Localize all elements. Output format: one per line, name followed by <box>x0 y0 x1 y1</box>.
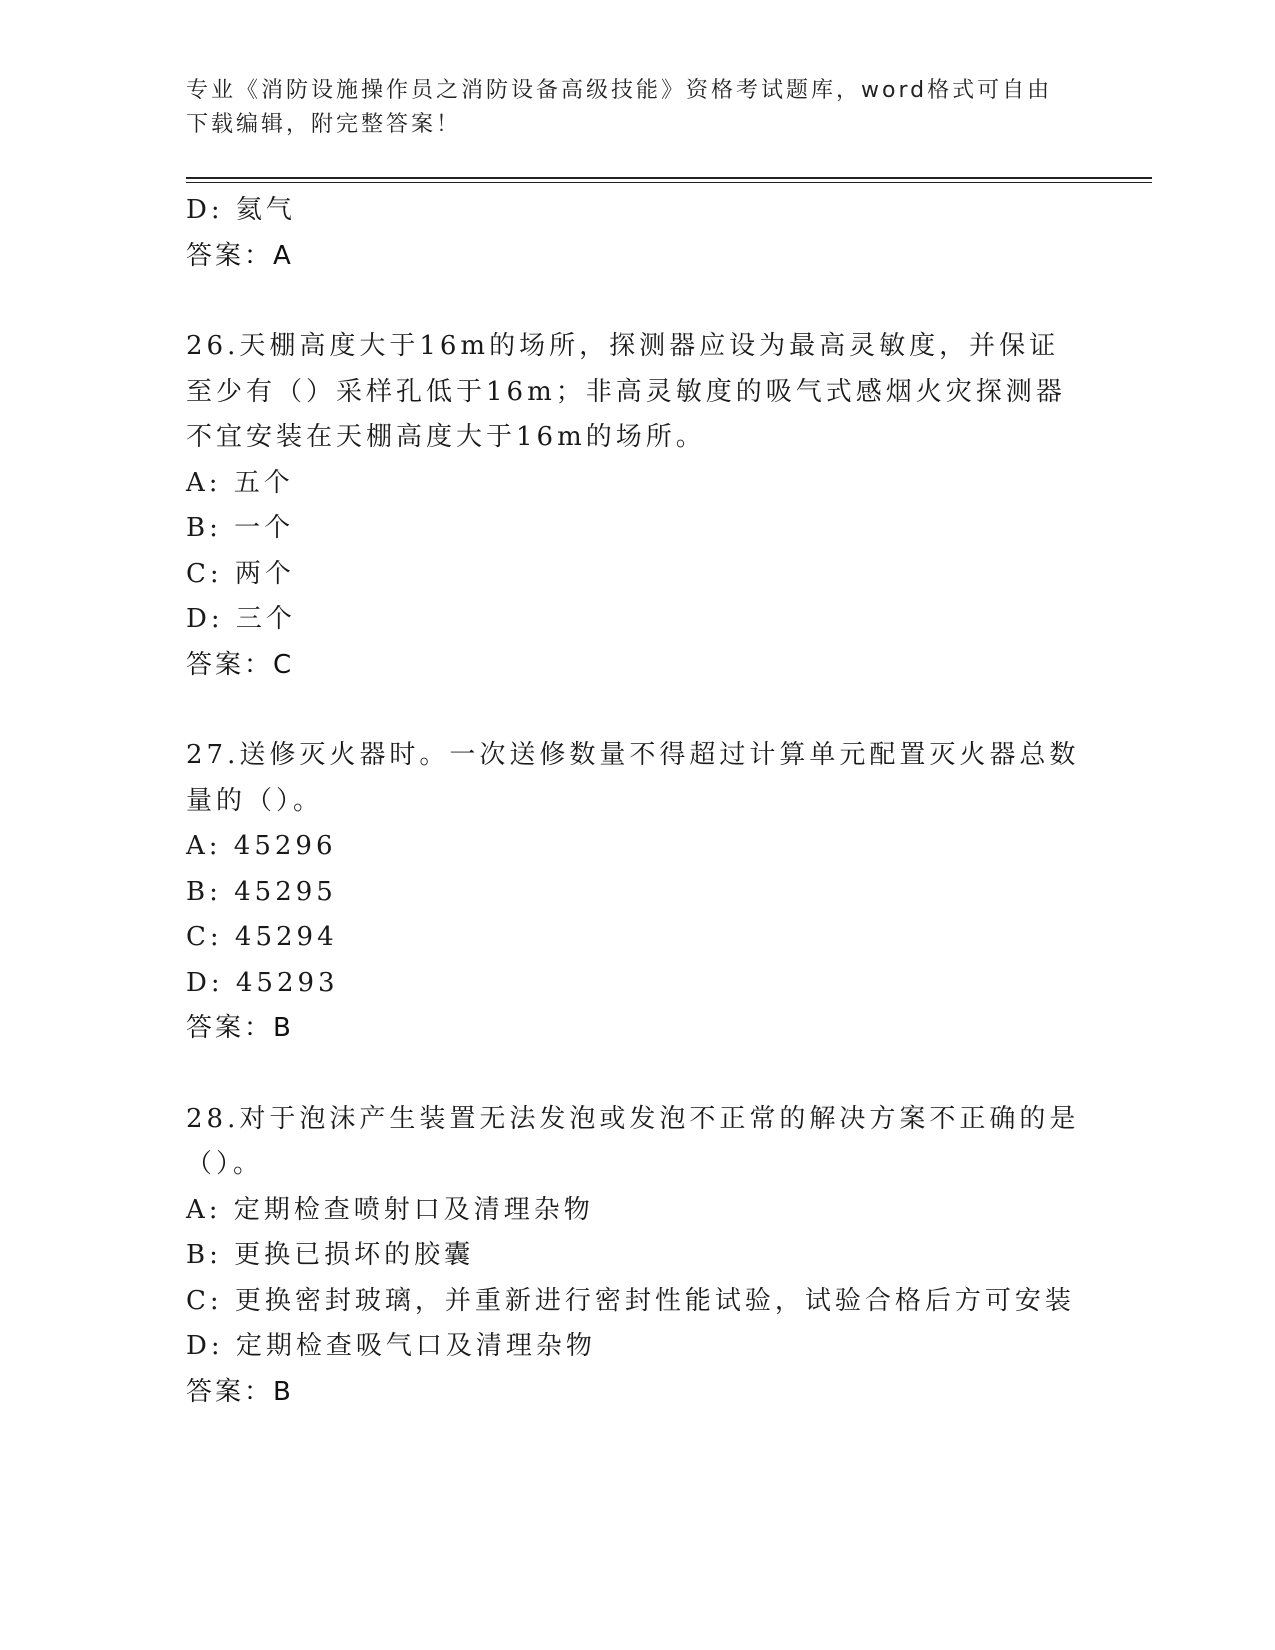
page-header: 专业《消防设施操作员之消防设备高级技能》资格考试题库，word格式可自由下载编辑，附完整答案！ <box>186 78 1053 137</box>
option-b: B: 一个 <box>186 513 295 543</box>
question-text: 26.天棚高度大于16m的场所，探测器应设为最高灵敏度，并保证至少有（）采样孔低于16m；非高灵敏度的吸气式感烟火灾探测器不宜安装在天棚高度大于16m的场所。 <box>186 331 1066 452</box>
answer-line: 答案：B <box>186 1376 294 1407</box>
option-b: B: 45295 <box>186 876 337 907</box>
question-list <box>186 188 1086 1415</box>
question-27 <box>186 733 1086 1052</box>
option-a: A: 45296 <box>186 831 337 861</box>
answer-line: 答案：A <box>186 240 294 271</box>
option-d: D: 三个 <box>186 604 296 634</box>
option-d: D: 氦气 <box>186 195 296 225</box>
option-a: A: 五个 <box>186 467 294 498</box>
question-28 <box>186 1097 1086 1416</box>
question-text: 28.对于泡沫产生装置无法发泡或发泡不正常的解决方案不正确的是（）。 <box>186 1103 1080 1179</box>
header-divider-thin <box>186 182 1152 183</box>
option-c: C: 两个 <box>186 558 295 589</box>
option-d: D: 45293 <box>186 967 339 998</box>
option-c: C: 45294 <box>186 922 338 952</box>
question-26 <box>186 324 1086 688</box>
answer-line: 答案：B <box>186 1013 294 1043</box>
option-b: B: 更换已损坏的胶囊 <box>186 1240 475 1270</box>
question-text: 27.送修灭火器时。一次送修数量不得超过计算单元配置灭火器总数量的（）。 <box>186 740 1080 816</box>
answer-line: 答案：C <box>186 649 295 680</box>
option-c: C: 更换密封玻璃，并重新进行密封性能试验，试验合格后方可安装 <box>186 1285 1075 1316</box>
option-a: A: 定期检查喷射口及清理杂物 <box>186 1194 594 1225</box>
option-d: D: 定期检查吸气口及清理杂物 <box>186 1331 596 1361</box>
header-divider <box>186 177 1152 179</box>
